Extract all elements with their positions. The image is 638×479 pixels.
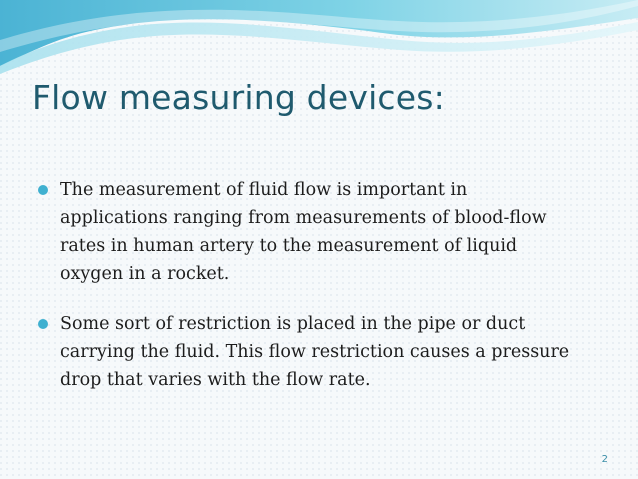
page-number: 2 xyxy=(601,454,608,465)
slide-title: Flow measuring devices: xyxy=(32,78,445,117)
bullet-item xyxy=(38,176,578,288)
bullet-text: The measurement of fluid flow is important in applications ranging from measurements of blood-flow rates in human artery to the measurement of liquid oxygen in a rocket. xyxy=(60,180,547,284)
header-wave-decoration xyxy=(0,0,638,80)
bullet-text: Some sort of restriction is placed in the pipe or duct carrying the fluid. This flow restriction causes a pressure drop that varies with the flow rate. xyxy=(60,314,570,390)
bullet-list xyxy=(38,176,578,394)
bullet-item xyxy=(38,310,578,394)
bullet-dot-icon xyxy=(38,185,48,195)
bullet-dot-icon xyxy=(38,319,48,329)
